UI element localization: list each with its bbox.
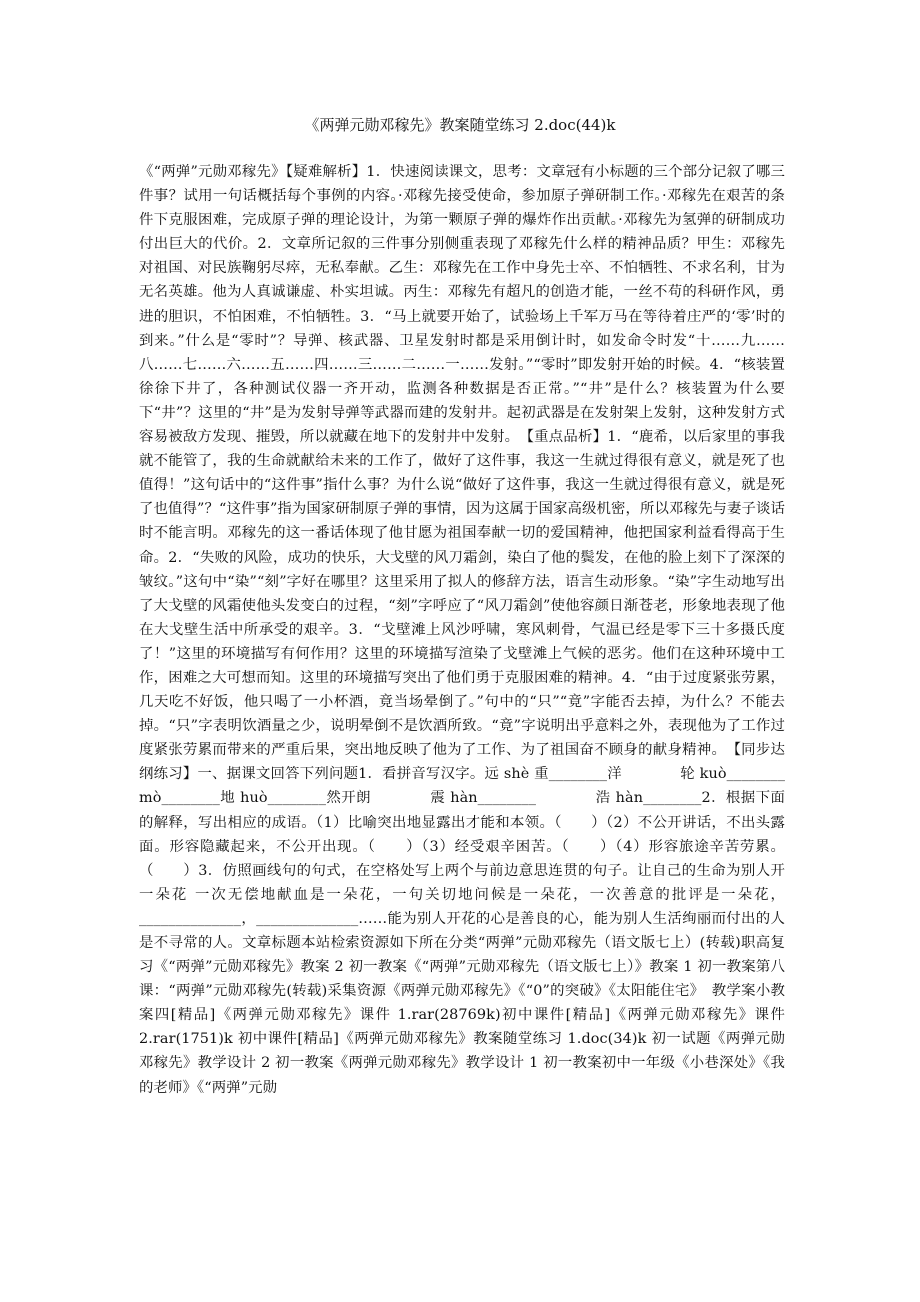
document-title: 《两弹元勋邓稼先》教案随堂练习 2.doc(44)k	[304, 116, 616, 134]
paragraph-text: 《“两弹”元勋邓稼先》【疑难解析】1．快速阅读课文，思考：文章冠有小标题的三个部分记叙了哪三件事？试用一句话概括每个事例的内容。·邓稼先接受使命，参加原子弹研制工作。·邓稼先在艰苦的条件下克服困难，完成原子弹的理论设计，为第一颗原子弹的爆炸作出贡献。·邓稼先为氢弹的研制成功付出巨大的代价。2．文章所记叙的三件事分别侧重表现了邓稼先什么样的精神品质？甲生：邓稼先对祖国、对民族鞠躬尽瘁，无私奉献。乙生：邓稼先在工作中身先士卒、不怕牺牲、不求名利，甘为无名英雄。他为人真诚谦虚、朴实坦诚。丙生：邓稼先有超凡的创造才能，一丝不苟的科研作风，勇进的胆识，不怕困难，不怕牺牲。3．“马上就要开始了，试验场上千军万马在等待着庄严的‘零’时的到来。”什么是“零时”？导弹、核武器、卫星发射时都是采用倒计时，如发命令时发“十……九……八……七……六……五……四……三……二……一……发射。”“零时”即发射开始的时候。4．“核装置徐徐下井了，各种测试仪器一齐开动，监测各种数据是否正常。”“井”是什么？核装置为什么要下“井”？这里的“井”是为发射导弹等武器而建的发射井。起初武器是在发射架上发射，这种发射方式容易被敌方发现、摧毁，所以就藏在地下的发射井中发射。 【重点品析】1．“鹿希，以后家里的事我就不能管了，我的生命就献给未来的工作了，做好了这件事，我这一生就过得很有意义，就是死了也值得！”这句话中的“这件事”指什么事？为什么说“做好了这件事，我这一生就过得很有意义，就是死了也值得”？“这件事”指为国家研制原子弹的事情，因为这属于国家高级机密，所以邓稼先与妻子谈话时不能言明。邓稼先的这一番话体现了他甘愿为祖国奉献一切的爱国精神，他把国家利益看得高于生命。2．“失败的风险，成功的快乐，大戈壁的风刀霜剑，染白了他的鬓发，在他的脸上刻下了深深的皱纹。”这句中“染”“刻”字好在哪里？这里采用了拟人的修辞方法，语言生动形象。“染”字生动地写出了大戈壁的风霜使他头发变白的过程，“刻”字呼应了“风刀霜剑”使他容颜日渐苍老，形象地表现了他在大戈壁生活中所承受的艰辛。3．“戈壁滩上风沙呼啸，寒风刺骨，气温已经是零下三十多摄氏度了！”这里的环境描写有何作用？这里的环境描写渲染了戈壁滩上气候的恶劣。他们在这种环境中工作，困难之大可想而知。这里的环境描写突出了他们勇于克服困难的精神。4．“由于过度紧张劳累，几天吃不好饭，他只喝了一小杯酒，竟当场晕倒了。”句中的“只”“竟”字能否去掉，为什么？不能去掉。“只”字表明饮酒量之少，说明晕倒不是饮酒所致。“竟”字说明出乎意料之外，表现他为了工作过度紧张劳累而带来的严重后果，突出地反映了他为了工作、为了祖国奋不顾身的献身精神。 【同步达纲练习】一、据课文回答下列问题1．看拼音写汉字。远 shè 重________洋 轮 kuò________ mò________地 huò________然开朗 震 hàn________ 浩 hàn________2．根据下面的解释，写出相应的成语。（1）比喻突出地显露出才能和本领。（ ）（2）不公开讲话，不出头露面。形容隐藏起来，不公开出现。（ ）（3）经受艰辛困苦。（ ）（4）形容旅途辛苦劳累。（ ）3．仿照画线句的句式，在空格处写上两个与前边意思连贯的句子。让自己的生命为别人开一朵花 一次无偿地献血是一朵花，一句关切地问候是一朵花，一次善意的批评是一朵花，______________，______________……能为别人开花的心是善良的心，能为别人生活绚丽而付出的人是不寻常的人。文章标题本站检索资源如下所在分类“两弹”元勋邓稼先（语文版七上）(转载)职高复习《“两弹”元勋邓稼先》教案 2 初一教案《“两弹”元勋邓稼先（语文版七上）》教案 1 初一教案第八课：“两弹”元勋邓稼先(转载)采集资源《两弹元勋邓稼先》《“0”的突破》《太阳能住宅》 教学案小教案四[精品]《两弹元勋邓稼先》课件 1.rar(28769k)初中课件[精品]《两弹元勋邓稼先》课件 2.rar(1751)k 初中课件[精品]《两弹元勋邓稼先》教案随堂练习 1.doc(34)k 初一试题《两弹元勋邓稼先》教学设计 2 初一教案《两弹元勋邓稼先》教学设计 1 初一教案初中一年级《小巷深处》《我的老师》《“两弹”元勋	[139, 164, 858, 1096]
body-paragraph	[139, 160, 858, 1100]
